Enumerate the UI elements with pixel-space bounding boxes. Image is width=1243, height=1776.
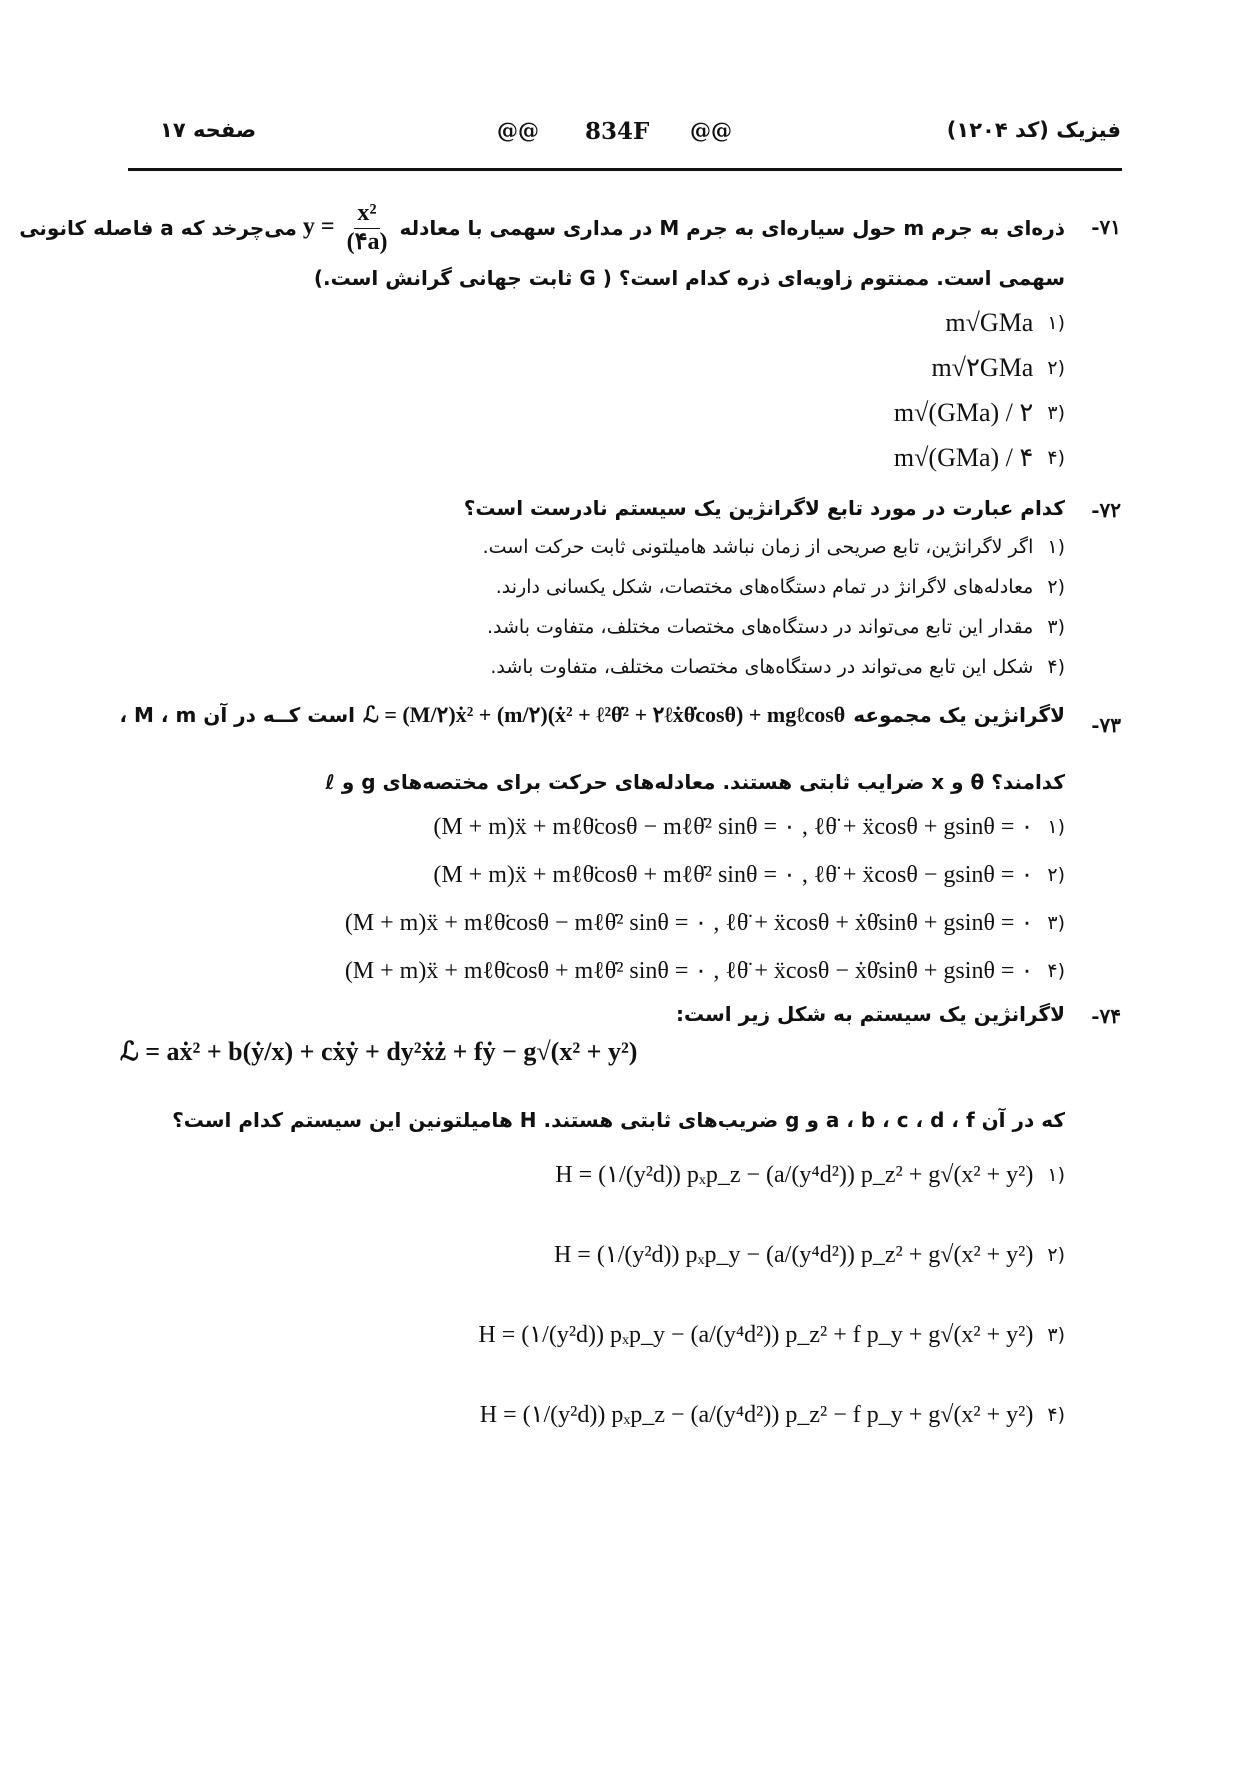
page-number: صفحه ۱۷ <box>160 118 257 142</box>
option-3[interactable]: (۳ مقدار این تابع می‌تواند در دستگاه‌های مختصات مختلف، متفاوت باشد. <box>486 616 1065 638</box>
option-1[interactable]: (۱ (M + m)ẍ + mℓθ̈cosθ − mℓθ̇² sinθ = ۰ , ℓθ̈ + ẍcosθ + gsinθ = ۰ <box>433 814 1065 840</box>
question-number: -۷۲ <box>1091 498 1121 522</box>
option-2[interactable]: (۲ معادله‌های لاگرانژ در تمام دستگاه‌های مختصات، شکل یکسانی دارند. <box>495 576 1065 598</box>
question-stem: ذره‌ای به جرم m حول سیاره‌ای به جرم M در مداری سهمی با معادله y = $\frac{\text{x²}}{(۴a)}$ می‌چرخد که a فاصله کانونی <box>19 200 1065 255</box>
option-4[interactable]: (۴ شکل این تابع می‌تواند در دستگاه‌های مختصات مختلف، متفاوت باشد. <box>490 656 1065 678</box>
option-2[interactable]: (۲ H = (۱/(y²d)) pₓp_y − (a/(y⁴d²)) p_z² + g√(x² + y²) <box>553 1242 1065 1268</box>
option-4[interactable]: (۴ m√(GMa) / ۴ <box>893 443 1065 472</box>
lagrangian-expression: ℒ = aẋ² + b(ẏ/x) + cẋẏ + dy²ẋż + fẏ − g√(x² + y²) <box>120 1037 638 1066</box>
option-3[interactable]: (۳ m√(GMa) / ۲ <box>893 398 1065 427</box>
question-stem: لاگرانژین یک مجموعه ℒ = (M/۲)ẋ² + (m/۲)(ẋ² + ℓ²θ̇² + ۲ℓẋθ̇cosθ) + mgℓcosθ است کــه در آن M ، m ، <box>119 702 1065 727</box>
option-3[interactable]: (۳ (M + m)ẍ + mℓθ̈cosθ − mℓθ̇² sinθ = ۰ , ℓθ̈ + ẍcosθ + ẋθ̇sinθ + gsinθ = ۰ <box>344 910 1065 936</box>
option-4[interactable]: (۴ (M + m)ẍ + mℓθ̈cosθ + mℓθ̇² sinθ = ۰ , ℓθ̈ + ẍcosθ − ẋθ̇sinθ + gsinθ = ۰ <box>344 958 1065 984</box>
header-rule <box>128 168 1122 171</box>
question-stem-line2: سهمی است. ممنتوم زاویه‌ای ذره کدام است؟ ( G ثابت جهانی گرانش است.) <box>313 266 1065 290</box>
question-number: -۷۱ <box>1091 215 1121 239</box>
parabola-equation: y = $\frac{\text{x²}}{(۴a)}$ <box>302 200 388 255</box>
header-marker-right: @@ <box>690 118 732 143</box>
option-1[interactable]: (۱ H = (۱/(y²d)) pₓp_z − (a/(y⁴d²)) p_z² + g√(x² + y²) <box>555 1162 1065 1188</box>
option-2[interactable]: (۲ m√۲GMa <box>931 353 1065 382</box>
option-2[interactable]: (۲ (M + m)ẍ + mℓθ̈cosθ + mℓθ̇² sinθ = ۰ , ℓθ̈ + ẍcosθ − gsinθ = ۰ <box>433 862 1065 888</box>
question-number: -۷۳ <box>1091 713 1121 737</box>
question-stem-line2: ℓ و g ضرایب ثابتی هستند. معادله‌های حرکت برای مختصه‌های x و θ کدامند؟ <box>325 770 1065 794</box>
option-3[interactable]: (۳ H = (۱/(y²d)) pₓp_y − (a/(y⁴d²)) p_z² + f p_y + g√(x² + y²) <box>478 1322 1065 1348</box>
subject-title: فیزیک (کد ۱۲۰۴) <box>946 118 1121 142</box>
booklet-code: 834F <box>585 118 650 145</box>
question-number: -۷۴ <box>1091 1004 1121 1028</box>
option-1[interactable]: (۱ اگر لاگرانژین، تابع صریحی از زمان نباشد هامیلتونی ثابت حرکت است. <box>482 536 1065 558</box>
question-stem: کدام عبارت در مورد تابع لاگرانژین یک سیستم نادرست است؟ <box>463 496 1065 520</box>
question-stem: لاگرانژین یک سیستم به شکل زیر است: <box>675 1002 1065 1026</box>
option-1[interactable]: (۱ m√GMa <box>945 308 1065 337</box>
header-marker-left: @@ <box>497 118 539 143</box>
question-stem-line2: که در آن a ، b ، c ، d ، f و g ضریب‌های ثابتی هستند. H هامیلتونین این سیستم کدام است؟ <box>172 1108 1065 1132</box>
lagrangian-expression: ℒ = (M/۲)ẋ² + (m/۲)(ẋ² + ℓ²θ̇² + ۲ℓẋθ̇cosθ) + mgℓcosθ <box>362 702 846 727</box>
option-4[interactable]: (۴ H = (۱/(y²d)) pₓp_z − (a/(y⁴d²)) p_z² − f p_y + g√(x² + y²) <box>479 1402 1065 1428</box>
